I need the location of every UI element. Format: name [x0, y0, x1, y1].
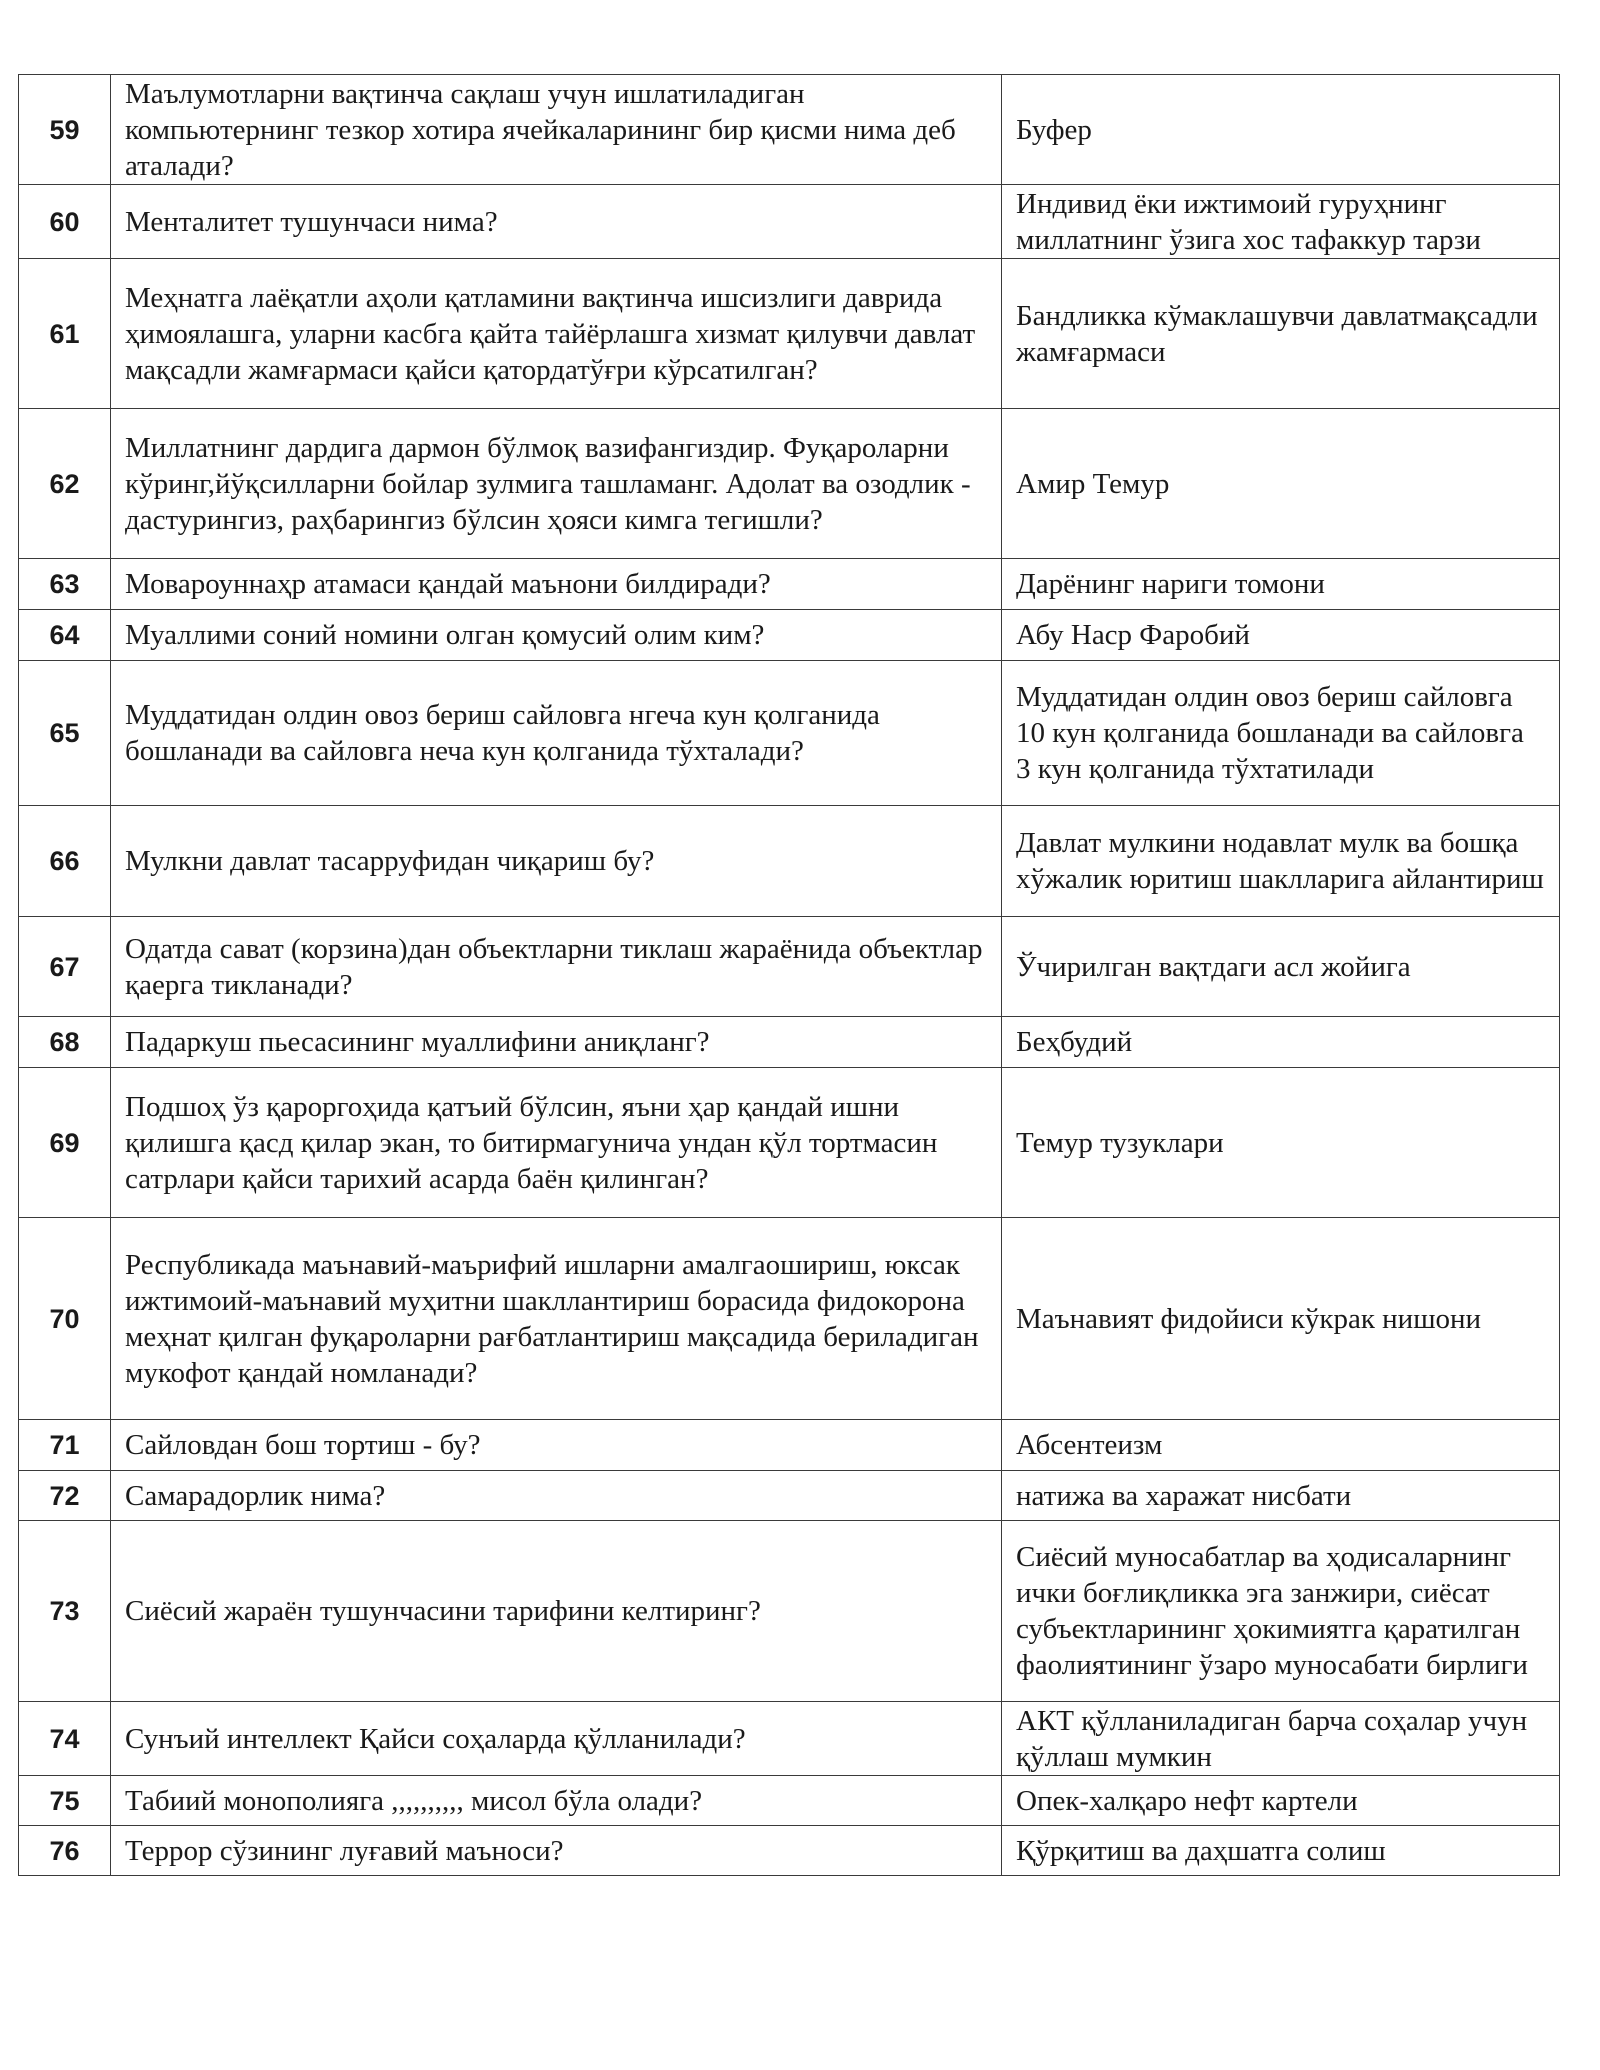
question-cell: Подшоҳ ўз қароргоҳида қатъий бўлсин, яъни ҳар қандай ишни қилишга қасд қилар экан, то битирмагунича ундан қўл тортмасин сатрлари қайси тарихий асарда баён қилинган? [111, 1068, 1002, 1218]
row-number: 66 [19, 806, 111, 917]
table-row [19, 1776, 1560, 1826]
question-cell: Миллатнинг дардига дармон бўлмоқ вазифангиздир. Фуқароларни кўринг,йўқсилларни бойлар зулмига ташламанг. Адолат ва озодлик - дастурингиз, раҳбарингиз бўлсин ҳояси кимга тегишли? [111, 409, 1002, 559]
question-cell: Табиий монополияга ,,,,,,,,,, мисол бўла олади? [111, 1776, 1002, 1826]
answer-cell: АКТ қўлланиладиган барча соҳалар учун қўллаш мумкин [1002, 1702, 1560, 1776]
row-number: 68 [19, 1017, 111, 1068]
answer-cell: Буфер [1002, 75, 1560, 185]
table-row [19, 259, 1560, 409]
answer-cell: Муддатидан олдин овоз бериш сайловга 10 кун қолганида бошланади ва сайловга 3 кун қолганида тўхтатилади [1002, 661, 1560, 806]
question-cell: Муддатидан олдин овоз бериш сайловга нгеча кун қолганида бошланади ва сайловга неча кун қолганида тўхталади? [111, 661, 1002, 806]
answer-cell: Темур тузуклари [1002, 1068, 1560, 1218]
answer-cell: Индивид ёки ижтимоий гуруҳнинг миллатнинг ўзига хос тафаккур тарзи [1002, 185, 1560, 259]
row-number: 75 [19, 1776, 111, 1826]
row-number: 62 [19, 409, 111, 559]
row-number: 67 [19, 917, 111, 1017]
table-row [19, 1218, 1560, 1420]
row-number: 61 [19, 259, 111, 409]
row-number: 70 [19, 1218, 111, 1420]
table-row [19, 610, 1560, 661]
answer-cell: Ўчирилган вақтдаги асл жойига [1002, 917, 1560, 1017]
row-number: 72 [19, 1471, 111, 1521]
table-row [19, 409, 1560, 559]
question-cell: Одатда сават (корзина)дан объектларни тиклаш жараёнида объектлар қаерга тикланади? [111, 917, 1002, 1017]
table-row [19, 1471, 1560, 1521]
table-row [19, 1068, 1560, 1218]
question-cell: Менталитет тушунчаси нима? [111, 185, 1002, 259]
question-cell: Сиёсий жараён тушунчасини тарифини келтиринг? [111, 1521, 1002, 1702]
row-number: 76 [19, 1826, 111, 1876]
answer-cell: Амир Темур [1002, 409, 1560, 559]
answer-cell: Маънавият фидойиси кўкрак нишони [1002, 1218, 1560, 1420]
question-cell: Мулкни давлат тасарруфидан чиқариш бу? [111, 806, 1002, 917]
row-number: 74 [19, 1702, 111, 1776]
row-number: 64 [19, 610, 111, 661]
question-cell: Республикада маънавий-маърифий ишларни амалгаошириш, юксак ижтимоий-маънавий муҳитни шакллантириш борасида фидокорона меҳнат қилган фуқароларни рағбатлантириш мақсадида бериладиган мукофот қандай номланади? [111, 1218, 1002, 1420]
answer-cell: Дарёнинг нариги томони [1002, 559, 1560, 610]
row-number: 63 [19, 559, 111, 610]
question-cell: Сунъий интеллект Қайси соҳаларда қўлланилади? [111, 1702, 1002, 1776]
row-number: 69 [19, 1068, 111, 1218]
table-row [19, 806, 1560, 917]
answer-cell: Абсентеизм [1002, 1420, 1560, 1471]
answer-cell: Беҳбудий [1002, 1017, 1560, 1068]
answer-cell: Сиёсий муносабатлар ва ҳодисаларнинг ички боғлиқликка эга занжири, сиёсат субъектларининг ҳокимиятга қаратилган фаолиятининг ўзаро муносабати бирлиги [1002, 1521, 1560, 1702]
answer-cell: Давлат мулкини нодавлат мулк ва бошқа хўжалик юритиш шаклларига айлантириш [1002, 806, 1560, 917]
answer-cell: Абу Наср Фаробий [1002, 610, 1560, 661]
question-cell: Падаркуш пьесасининг муаллифини аниқланг? [111, 1017, 1002, 1068]
table-row [19, 917, 1560, 1017]
question-cell: Мовароуннаҳр атамаси қандай маънони билдиради? [111, 559, 1002, 610]
question-cell: Муаллими соний номини олган қомусий олим ким? [111, 610, 1002, 661]
qa-table [18, 74, 1560, 1876]
table-row [19, 661, 1560, 806]
answer-cell: Бандликка кўмаклашувчи давлатмақсадли жамғармаси [1002, 259, 1560, 409]
table-row [19, 1420, 1560, 1471]
table-row [19, 559, 1560, 610]
question-cell: Маълумотларни вақтинча сақлаш учун ишлатиладиган компьютернинг тезкор хотира ячейкаларининг бир қисми нима деб аталади? [111, 75, 1002, 185]
row-number: 65 [19, 661, 111, 806]
table-row [19, 1826, 1560, 1876]
table-row [19, 185, 1560, 259]
row-number: 71 [19, 1420, 111, 1471]
row-number: 60 [19, 185, 111, 259]
question-cell: Самарадорлик нима? [111, 1471, 1002, 1521]
question-cell: Сайловдан бош тортиш - бу? [111, 1420, 1002, 1471]
table-row [19, 1702, 1560, 1776]
row-number: 73 [19, 1521, 111, 1702]
answer-cell: натижа ва харажат нисбати [1002, 1471, 1560, 1521]
row-number: 59 [19, 75, 111, 185]
question-cell: Меҳнатга лаёқатли аҳоли қатламини вақтинча ишсизлиги даврида ҳимоялашга, уларни касбга қайта тайёрлашга хизмат қилувчи давлат мақсадли жамғармаси қайси қатордатўғри кўрсатилган? [111, 259, 1002, 409]
table-row [19, 75, 1560, 185]
table-row [19, 1017, 1560, 1068]
answer-cell: Қўрқитиш ва даҳшатга солиш [1002, 1826, 1560, 1876]
table-row [19, 1521, 1560, 1702]
answer-cell: Опек-халқаро нефт картели [1002, 1776, 1560, 1826]
question-cell: Террор сўзининг луғавий маъноси? [111, 1826, 1002, 1876]
